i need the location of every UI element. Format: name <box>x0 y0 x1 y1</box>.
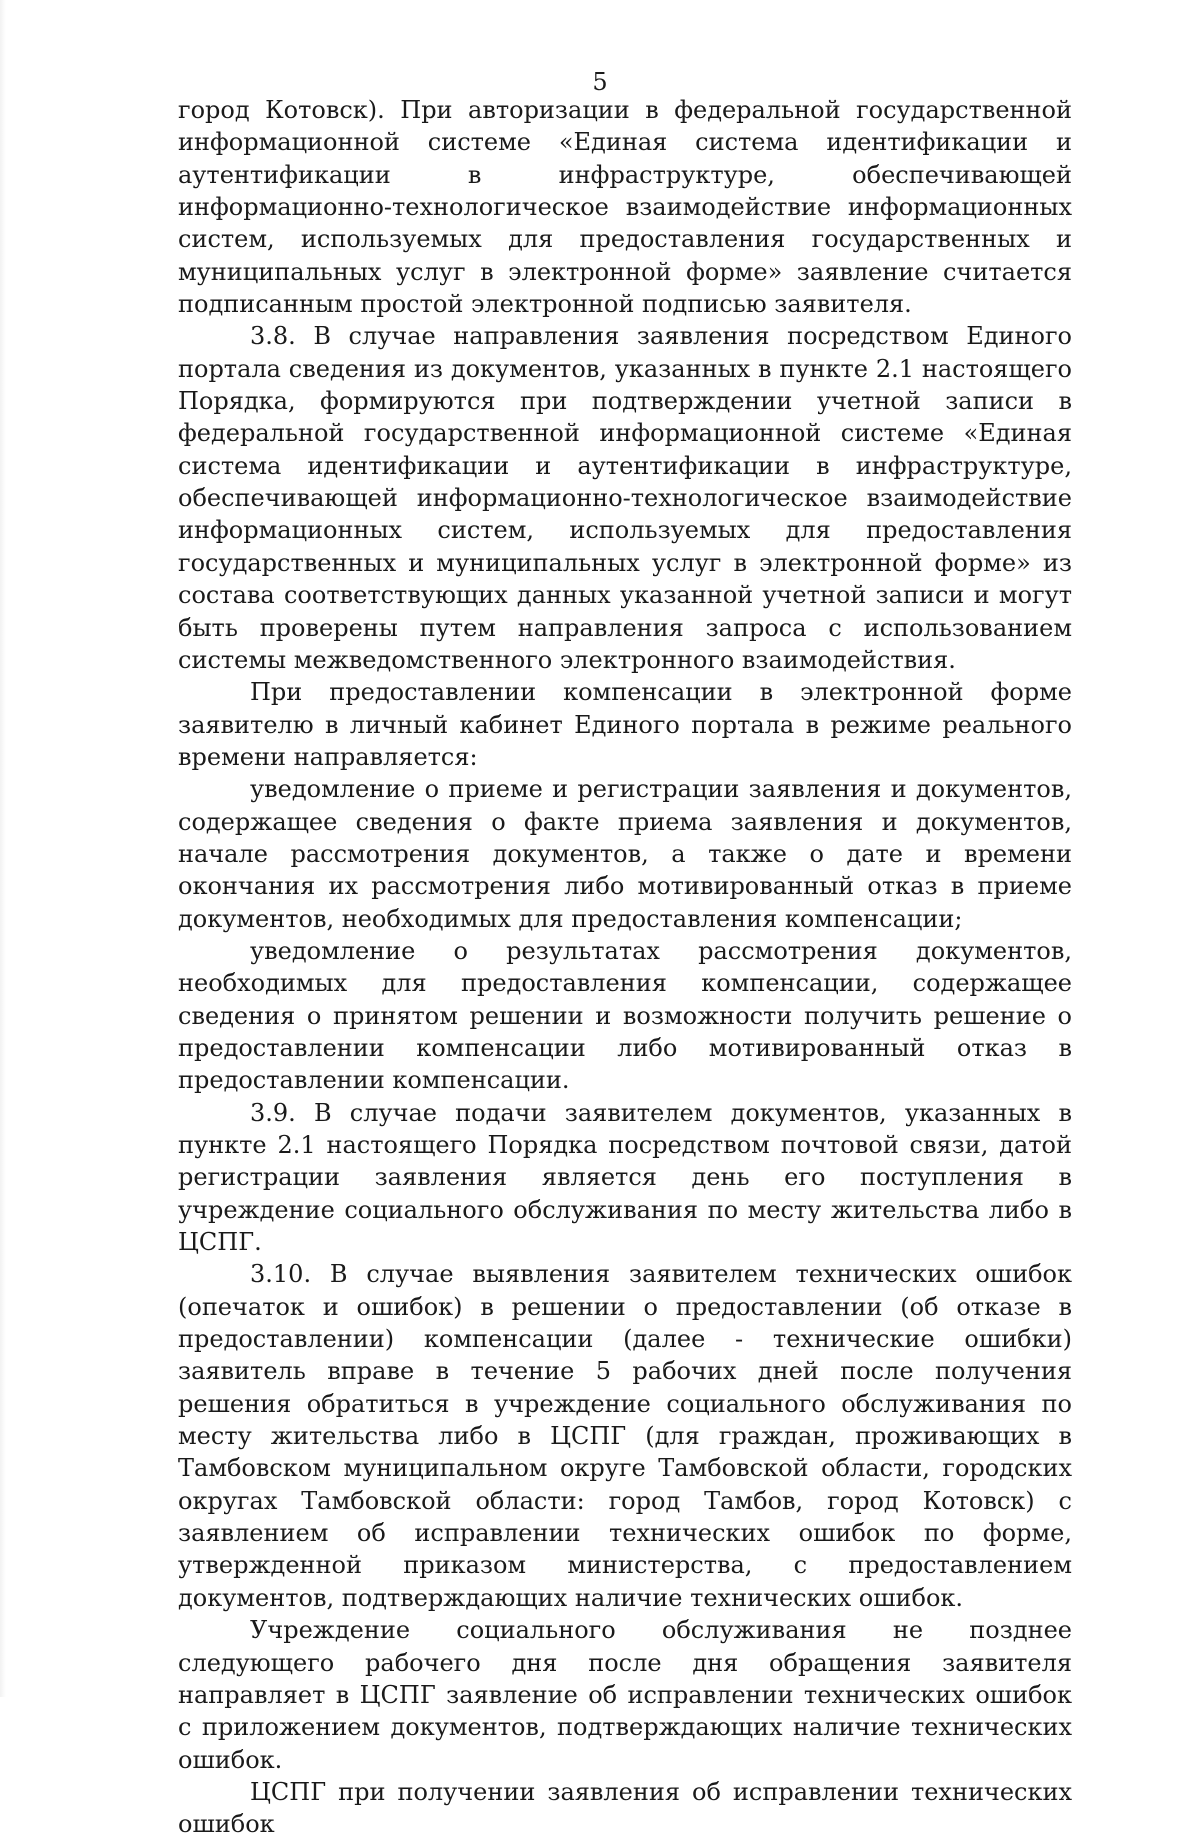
paragraph-notification-results: уведомление о результатах рассмотрения документов, необходимых для предоставления компенсации, содержащее сведения о принятом решении и возможности получить решение о предоставлении компенсации либо мотивированный отказ в предоставлении компенсации. <box>178 936 1072 1095</box>
paragraph-electronic-form: При предоставлении компенсации в электронной форме заявителю в личный кабинет Единого портала в режиме реального времени направляется: <box>178 678 1072 771</box>
document-body <box>178 94 1072 1841</box>
paragraph-cspg: ЦСПГ при получении заявления об исправлении технических ошибок <box>178 1777 1072 1839</box>
paragraph-3-9: 3.9. В случае подачи заявителем документов, указанных в пункте 2.1 настоящего Порядка посредством почтовой связи, датой регистрации заявления является день его поступления в учреждение социального обслуживания по месту жительства либо в ЦСПГ. <box>178 1098 1072 1257</box>
page-number: 5 <box>592 68 608 96</box>
paragraph-notification-receipt: уведомление о приеме и регистрации заявления и документов, содержащее сведения о факте приема заявления и документов, начале рассмотрения документов, а также о дате и времени окончания их рассмотрения либо мотивированный отказ в приеме документов, необходимых для предоставления компенсации; <box>178 775 1072 933</box>
paragraph-institution: Учреждение социального обслуживания не позднее следующего рабочего дня после дня обращения заявителя направляет в ЦСПГ заявление об исправлении технических ошибок с приложением документов, подтверждающих наличие технических ошибок. <box>178 1616 1072 1774</box>
paragraph-continuation: город Котовск). При авторизации в федеральной государственной информационной системе «Единая система идентификации и аутентификации в инфраструктуре, обеспечивающей информационно-технологическое взаимодействие информационных систем, используемых для предоставления государственных и муниципальных услуг в электронной форме» заявление считается подписанным простой электронной подписью заявителя. <box>178 96 1072 319</box>
paragraph-3-10: 3.10. В случае выявления заявителем технических ошибок (опечаток и ошибок) в решении о предоставлении (об отказе в предоставлении) компенсации (далее - технические ошибки) заявитель вправе в течение 5 рабочих дней после получения решения обратиться в учреждение социального обслуживания по месту жительства либо в ЦСПГ (для граждан, проживающих в Тамбовском муниципальном округе Тамбовской области, городских округах Тамбовской области: город Тамбов, город Котовск) с заявлением об исправлении технических ошибок по форме, утвержденной приказом министерства, с предоставлением документов, подтверждающих наличие технических ошибок. <box>178 1260 1072 1612</box>
paragraph-3-8: 3.8. В случае направления заявления посредством Единого портала сведения из документов, указанных в пункте 2.1 настоящего Порядка, формируются при подтверждении учетной записи в федеральной государственной информационной системе «Единая система идентификации и аутентификации в инфраструктуре, обеспечивающей информационно-технологическое взаимодействие информационных систем, используемых для предоставления государственных и муниципальных услуг в электронной форме» из состава соответствующих данных указанной учетной записи и могут быть проверены путем направления запроса с использованием системы межведомственного электронного взаимодействия. <box>178 322 1072 674</box>
scan-edge <box>0 0 6 1697</box>
